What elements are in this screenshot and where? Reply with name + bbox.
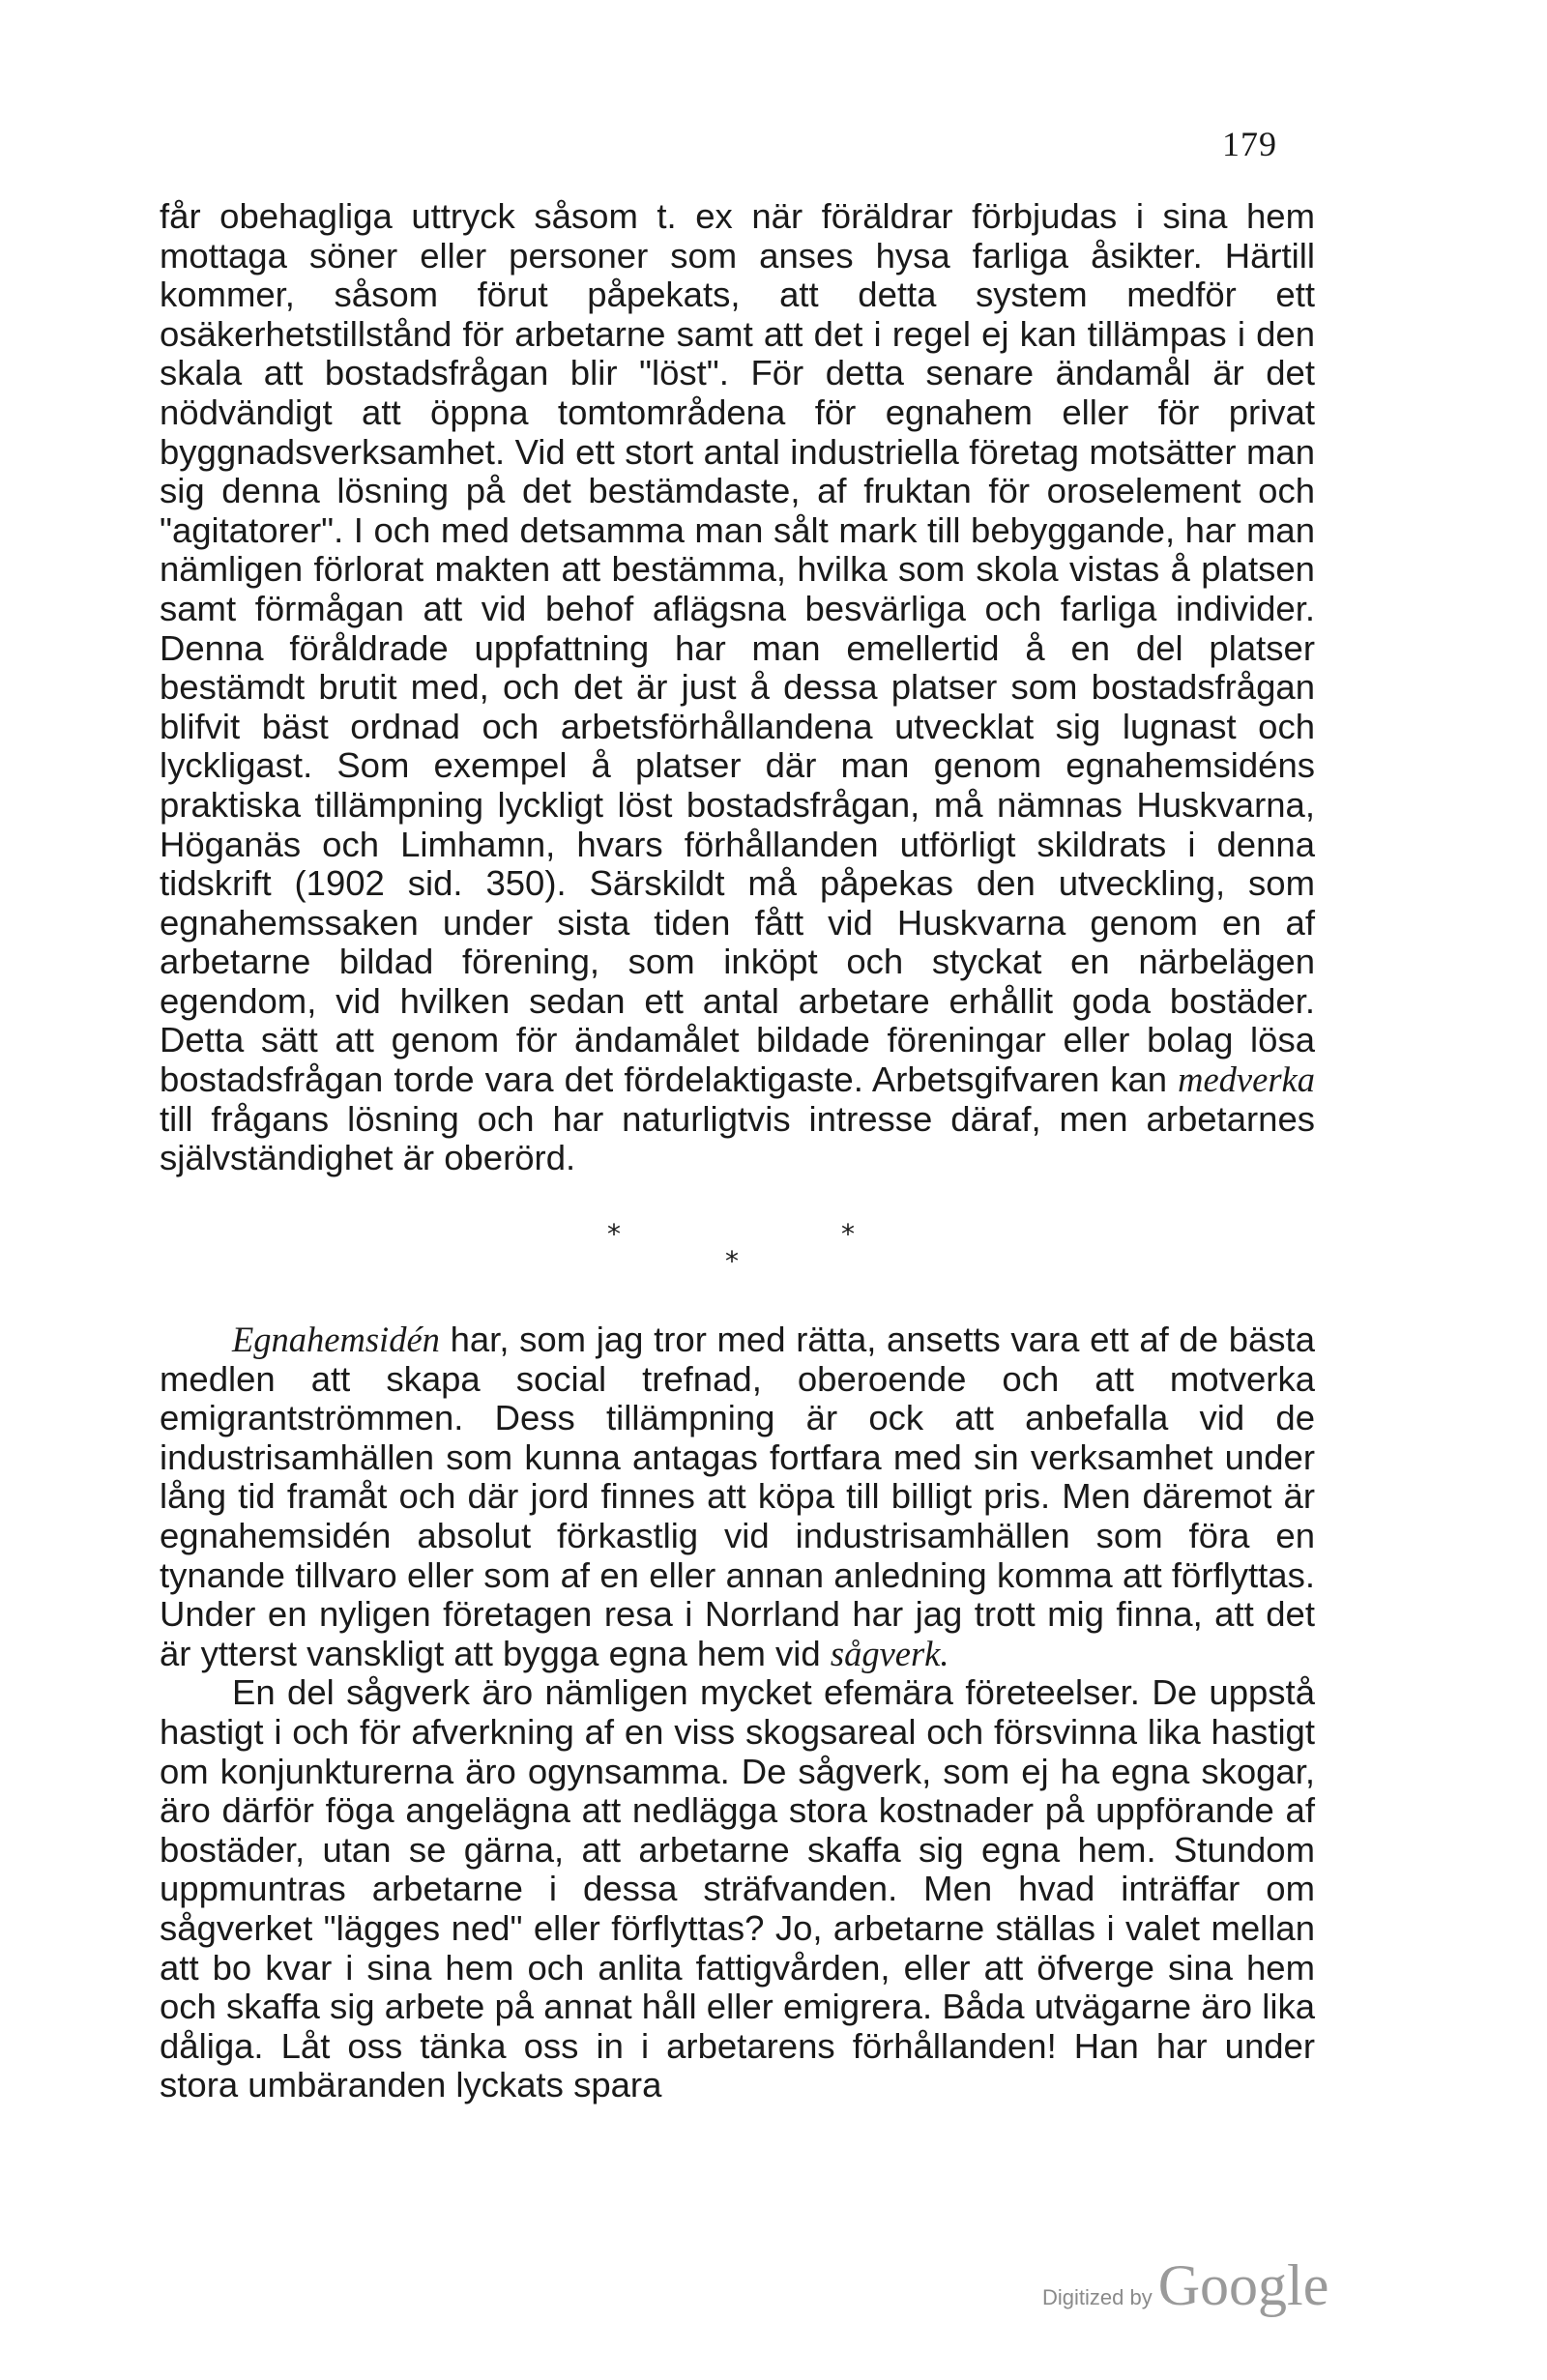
separator-star-right: *	[841, 1218, 855, 1250]
body-text-section-2	[160, 1321, 1315, 2105]
paragraph-2	[160, 1321, 1315, 1673]
paragraph-1-italic: medverka	[1178, 1059, 1315, 1100]
paragraph-3: En del sågverk äro nämligen mycket efemära företeelser. De uppstå hastigt i och för afverkning af en viss skogsareal och försvinna lika hastigt om konjunkturerna äro ogynsamma. De sågverk, som ej ha egna skogar, äro därför föga angelägna att nedlägga stora kostnader på uppförande af bostäder, utan se gärna, att arbetarne skaffa sig egna hem. Stundom uppmuntras arbetarne i dessa sträfvanden. Men hvad inträffar om sågverket "lägges ned" eller förflyttas? Jo, arbetarne ställas i valet mellan att bo kvar i sina hem och anlita fattigvården, eller att öfverge sina hem och skaffa sig arbete på annat håll eller emigrera. Båda utvägarne äro lika dåliga. Låt oss tänka oss in i arbetarens förhållanden! Han har under stora umbäranden lyckats spara	[160, 1672, 1315, 2105]
separator-star-left: *	[607, 1218, 621, 1250]
digitized-watermark	[1042, 2252, 1328, 2319]
separator-star-bottom: *	[725, 1245, 739, 1277]
body-text-section-1	[160, 197, 1315, 1178]
paragraph-2-italic-lead: Egnahemsidén	[232, 1320, 440, 1359]
google-logo: Google	[1157, 2253, 1329, 2317]
page-number: 179	[1222, 125, 1277, 163]
paragraph-1	[160, 197, 1315, 1178]
paragraph-1-text-a: får obehagliga uttryck såsom t. ex när föräldrar förbjudas i sina hem mottaga söner eller personer som anses hysa farliga åsikter. Härtill kommer, såsom förut påpekats, att detta system medför ett osäkerhetstillstånd för arbetarne samt att det i regel ej kan tillämpas i den skala att bostadsfrågan blir "löst". För detta senare ändamål är det nödvändigt att öppna tomtområdena för egnahem eller för privat byggnadsverksamhet. Vid ett stort antal industriella företag motsätter man sig denna lösning på det bestämdaste, af fruktan för oroselement och "agitatorer". I och med detsamma man sålt mark till bebyggande, har man nämligen förlorat makten att bestämma, hvilka som skola vistas å platsen samt förmågan att vid behof aflägsna besvärliga och farliga individer. Denna föråldrade uppfattning har man emellertid å en del platser bestämdt brutit med, och det är just å dessa platser som bostadsfrågan blifvit bäst ordnad och arbetsförhållandena utvecklat sig lugnast och lyckligast. Som exempel å platser där man genom egnahemsidéns praktiska tillämpning lyckligt löst bostadsfrågan, må nämnas Huskvarna, Höganäs och Limhamn, hvars förhållanden utförligt skildrats i denna tidskrift (1902 sid. 350). Särskildt må påpekas den utveckling, som egnahemssaken under sista tiden fått vid Huskvarna genom en af arbetarne bildad förening, som inköpt och styckat en närbelägen egendom, vid hvilken sedan ett antal arbetare erhållit goda bostäder. Detta sätt att genom för ändamålet bildade föreningar eller bolag lösa bostadsfrågan torde vara det fördelaktigaste. Arbetsgifvaren kan	[160, 196, 1315, 1100]
paragraph-2-text: har, som jag tror med rätta, ansetts vara ett af de bästa medlen att skapa social trefnad, oberoende och att motverka emigrantströmmen. Dess tillämpning är ock att anbefalla vid de industrisamhällen som kunna antagas fortfara med sin verksamhet under lång tid framåt och där jord finnes att köpa till billigt pris. Men däremot är egnahemsidén absolut förkastlig vid industrisamhällen som föra en tynande tillvaro eller som af en eller annan anledning komma att förflyttas. Under en nyligen företagen resa i Norrland har jag trott mig finna, att det är ytterst vanskligt att bygga egna hem vid	[160, 1320, 1315, 1673]
paragraph-2-italic-end: sågverk.	[830, 1633, 949, 1673]
section-separator	[0, 1218, 1547, 1295]
digitized-by-label: Digitized by	[1042, 2285, 1153, 2309]
paragraph-1-text-b: till frågans lösning och har naturligtvis intresse däraf, men arbetarnes självständighet är oberörd.	[160, 1098, 1315, 1178]
